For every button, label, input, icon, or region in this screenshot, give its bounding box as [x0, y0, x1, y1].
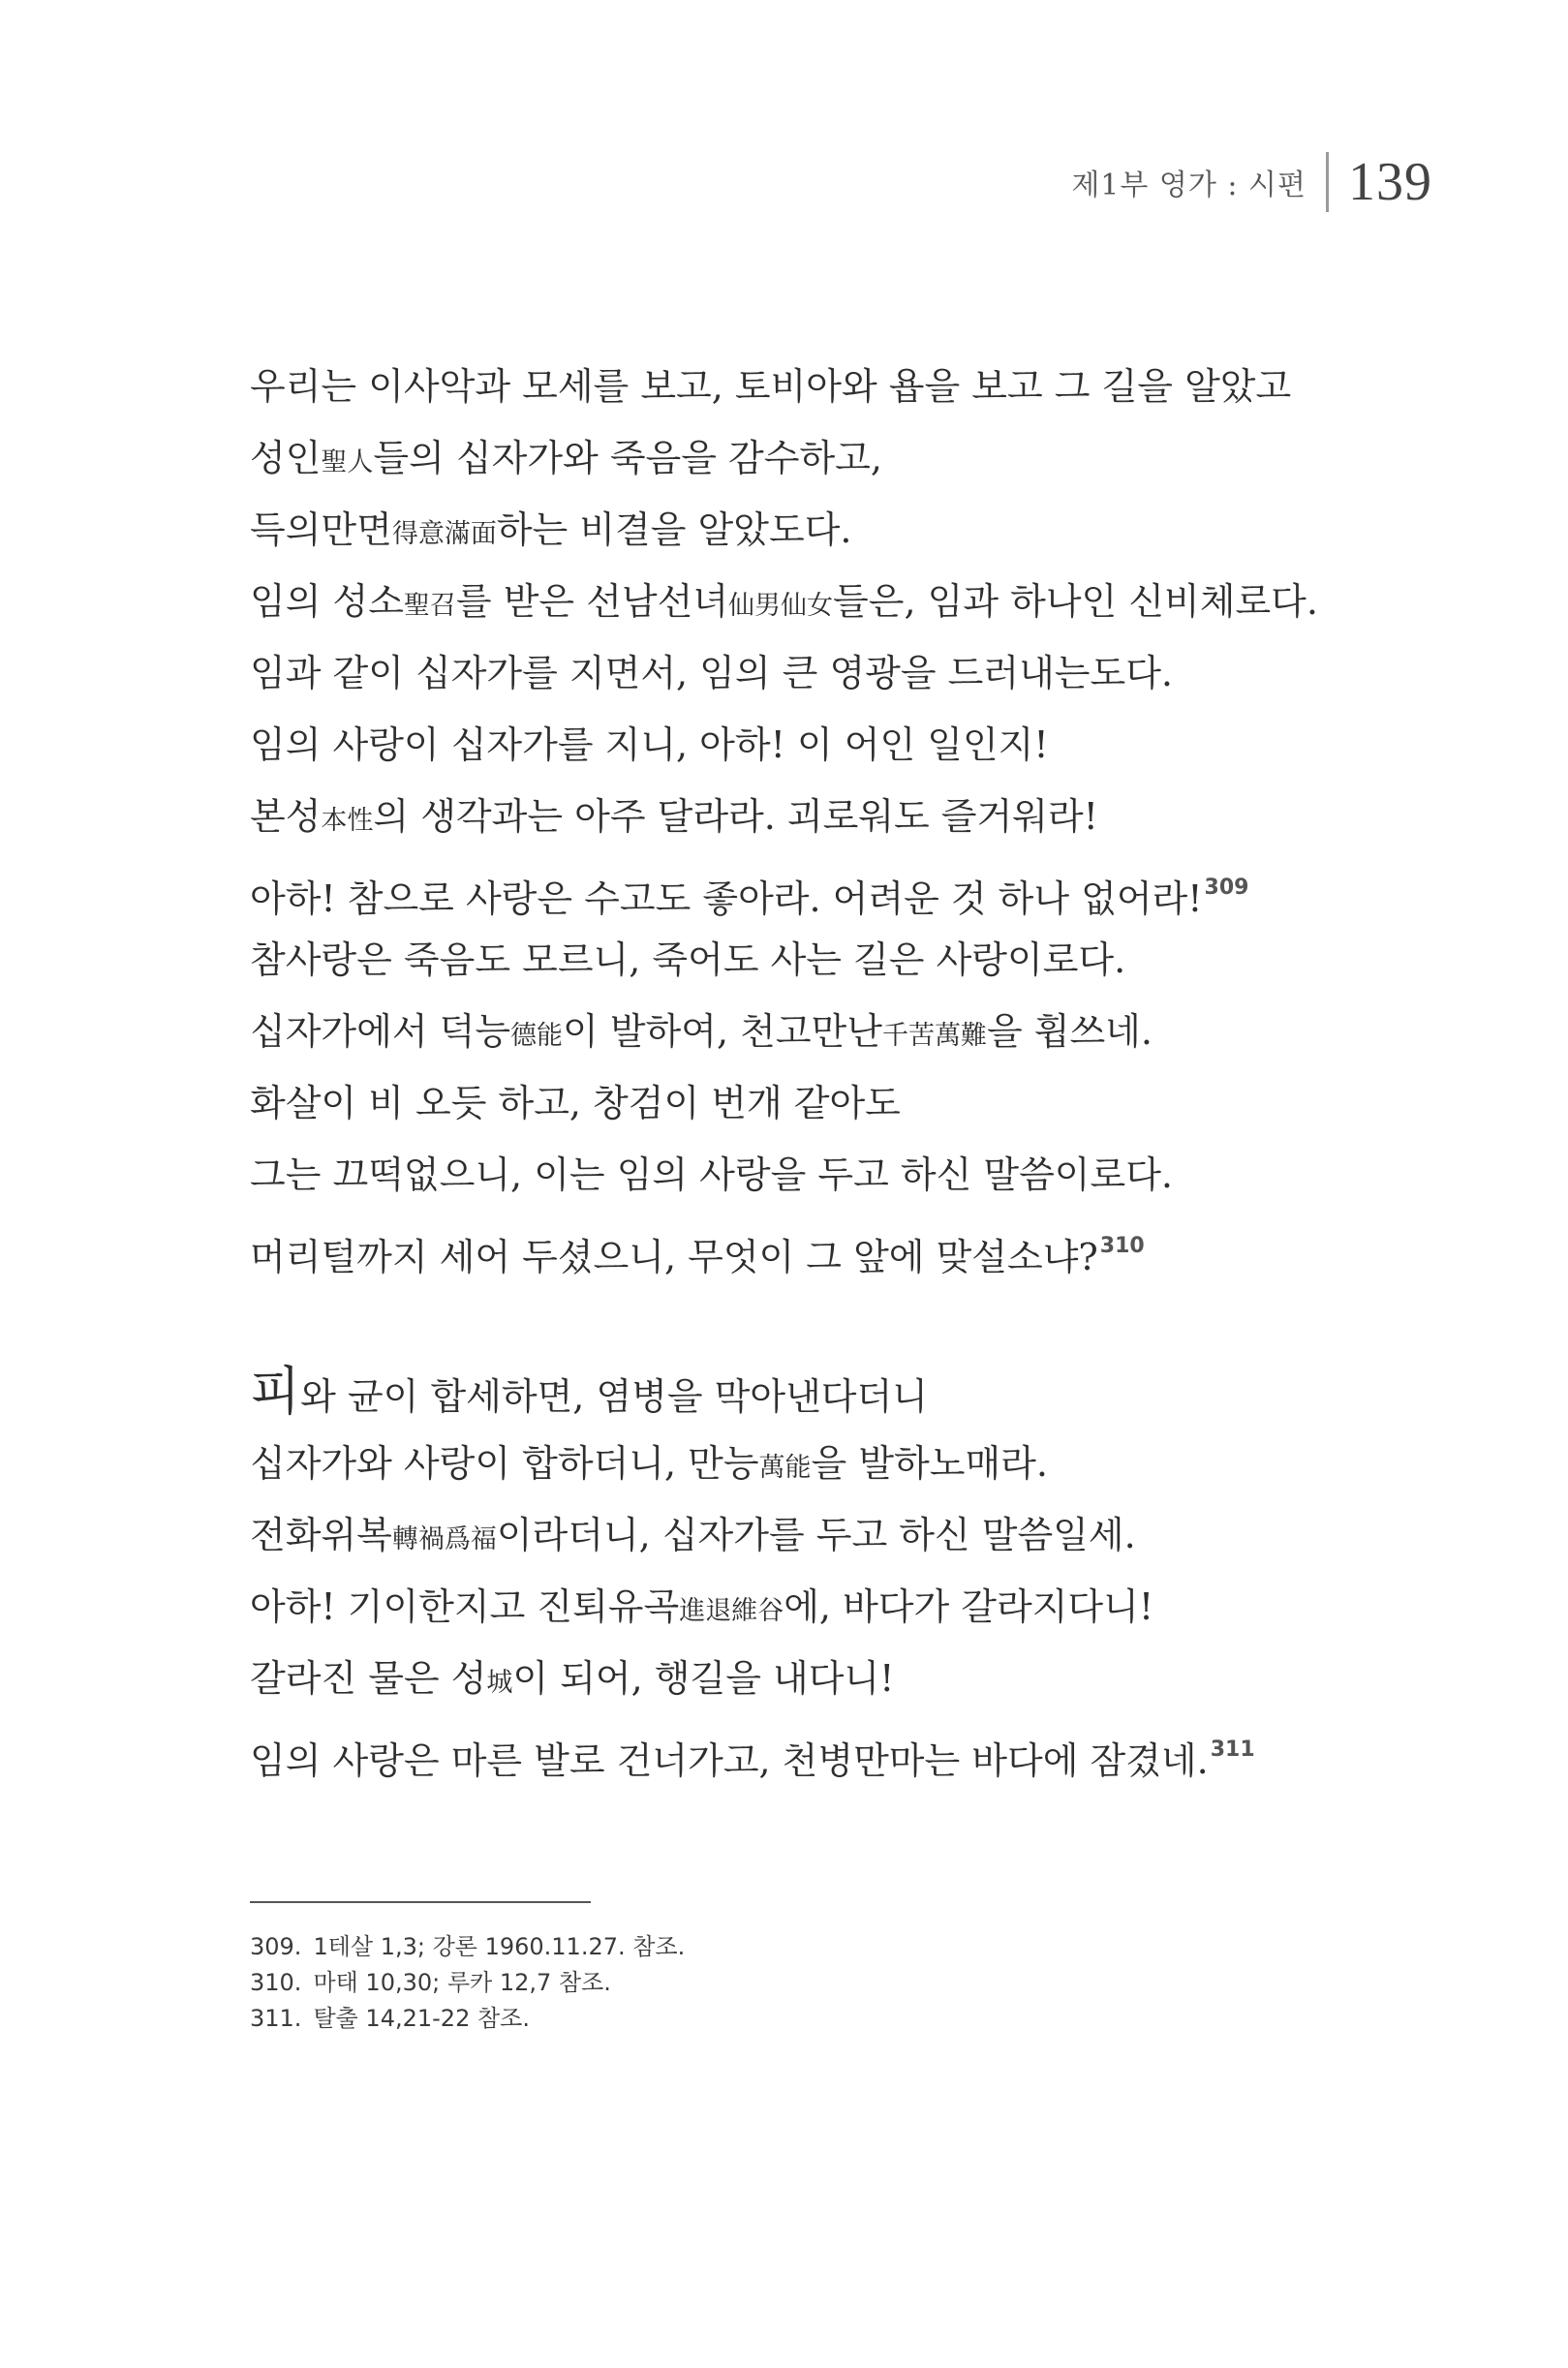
- footnote-ref[interactable]: 310: [1099, 1234, 1145, 1258]
- verse-line: [250, 1139, 1441, 1211]
- footnote: [250, 1929, 685, 1965]
- verse-line: [250, 1067, 1441, 1139]
- hanja-gloss: 本性: [321, 806, 374, 836]
- verse-line: [250, 1428, 1441, 1499]
- verse-line: [250, 1356, 1441, 1428]
- verse-line: [250, 1211, 1441, 1282]
- verse-text: 임의 사랑이 십자가를 지니, 아하! 이 어인 일인지!: [250, 723, 1049, 766]
- hanja-gloss: 德能: [510, 1021, 564, 1051]
- hanja-gloss: 千苦萬難: [881, 1021, 987, 1051]
- footnotes: [250, 1929, 685, 2037]
- hanja-gloss: 轉禍爲福: [391, 1524, 497, 1554]
- footnote-ref[interactable]: 309: [1204, 876, 1249, 900]
- verse-text: 참사랑은 죽음도 모르니, 죽어도 사는 길은 사랑이로다.: [250, 938, 1126, 981]
- verse-text: 아하! 참으로 사랑은 수고도 좋아라. 어려운 것 하나 없어라!: [250, 877, 1203, 920]
- verse-line: [250, 494, 1441, 566]
- hanja-gloss: 聖召: [403, 591, 456, 621]
- verse-stanza-2: [250, 1356, 1441, 1786]
- hanja-gloss: 萬能: [758, 1453, 812, 1483]
- hanja-gloss: 城: [486, 1668, 513, 1698]
- footnote-number: 310.: [250, 1969, 302, 1996]
- footnote-text: 1테살 1,3; 강론 1960.11.27. 참조.: [313, 1933, 686, 1960]
- footnote-number: 309.: [250, 1933, 302, 1960]
- verse-stanza-1: [250, 351, 1441, 1282]
- verse-text: 임과 같이 십자가를 지면서, 임의 큰 영광을 드러내는도다.: [250, 652, 1173, 694]
- running-title: 제1부 영가 : 시편: [1071, 169, 1307, 202]
- verse-text: 화살이 비 오듯 하고, 창검이 번개 같아도: [250, 1082, 901, 1124]
- verse-text: 하는 비결을 알았도다.: [496, 508, 852, 551]
- verse-text: 그는 끄떡없으니, 이는 임의 사랑을 두고 하신 말씀이로다.: [250, 1153, 1173, 1196]
- verse-text: 아하! 기이한지고 진퇴유곡: [250, 1585, 680, 1628]
- verse-line: [250, 781, 1441, 852]
- verse-line: [250, 1571, 1441, 1643]
- verse-text: 의 생각과는 아주 달라라. 괴로워도 즐거워라!: [373, 795, 1098, 838]
- hanja-gloss: 進退維谷: [679, 1596, 784, 1626]
- verse-text: 이 되어, 행길을 내다니!: [512, 1657, 895, 1700]
- verse-text: 전화위복: [250, 1514, 392, 1556]
- footnote: [250, 2001, 685, 2037]
- verse-text: 들은, 임과 하나인 신비체로다.: [833, 580, 1318, 623]
- verse-line: [250, 566, 1441, 637]
- verse-text: 십자가와 사랑이 합하더니, 만능: [250, 1442, 759, 1485]
- verse-text: 을 발하노매라.: [811, 1442, 1048, 1485]
- verse-text: 임의 사랑은 마른 발로 건너가고, 천병만마는 바다에 잠겼네.: [250, 1739, 1209, 1782]
- verse-text: 이 발하여, 천고만난: [563, 1010, 882, 1053]
- verse-text: 득의만면: [250, 508, 392, 551]
- verse-text: 십자가에서 덕능: [250, 1010, 511, 1053]
- verse-text: 들의 십자가와 죽음을 감수하고,: [373, 437, 882, 479]
- footnote-divider: [250, 1901, 591, 1903]
- verse-line: [250, 709, 1441, 781]
- hanja-gloss: 得意滿面: [391, 519, 497, 549]
- footnote-number: 311.: [250, 2005, 302, 2032]
- verse-line: [250, 924, 1441, 996]
- verse-line: [250, 852, 1441, 924]
- verse-line: [250, 422, 1441, 494]
- verse-text: 우리는 이사악과 모세를 보고, 토비아와 욥을 보고 그 길을 알았고: [250, 365, 1292, 408]
- footnote-text: 마태 10,30; 루카 12,7 참조.: [313, 1969, 611, 1996]
- page-number: 139: [1348, 152, 1432, 212]
- footnote: [250, 1965, 685, 2001]
- hanja-gloss: 聖人: [321, 447, 374, 477]
- verse-text: 임의 성소: [250, 580, 404, 623]
- verse-line: [250, 351, 1441, 422]
- verse-text: 와 균이 합세하면, 염병을 막아낸다더니: [300, 1375, 928, 1418]
- verse-line: [250, 1643, 1441, 1714]
- verse-line: [250, 1499, 1441, 1571]
- footnote-text: 탈출 14,21-22 참조.: [313, 2005, 530, 2032]
- verse-text: 을 휩쓰네.: [986, 1010, 1153, 1053]
- running-header: [1071, 143, 1432, 221]
- verse-line: [250, 996, 1441, 1067]
- verse-text: 본성: [250, 795, 322, 838]
- footnote-ref[interactable]: 311: [1210, 1738, 1255, 1762]
- verse-text: 를 받은 선남선녀: [455, 580, 729, 623]
- verse-text: 성인: [250, 437, 322, 479]
- hanja-gloss: 仙男仙女: [728, 591, 834, 621]
- verse-line: [250, 1714, 1441, 1786]
- drop-cap: 피: [250, 1361, 301, 1422]
- verse-text: 에, 바다가 갈라지다니!: [784, 1585, 1154, 1628]
- verse-text: 이라더니, 십자가를 두고 하신 말씀일세.: [496, 1514, 1136, 1556]
- verse-text: 갈라진 물은 성: [250, 1657, 487, 1700]
- verse-text: 머리털까지 세어 두셨으니, 무엇이 그 앞에 맞설소냐?: [250, 1236, 1098, 1278]
- verse-line: [250, 637, 1441, 709]
